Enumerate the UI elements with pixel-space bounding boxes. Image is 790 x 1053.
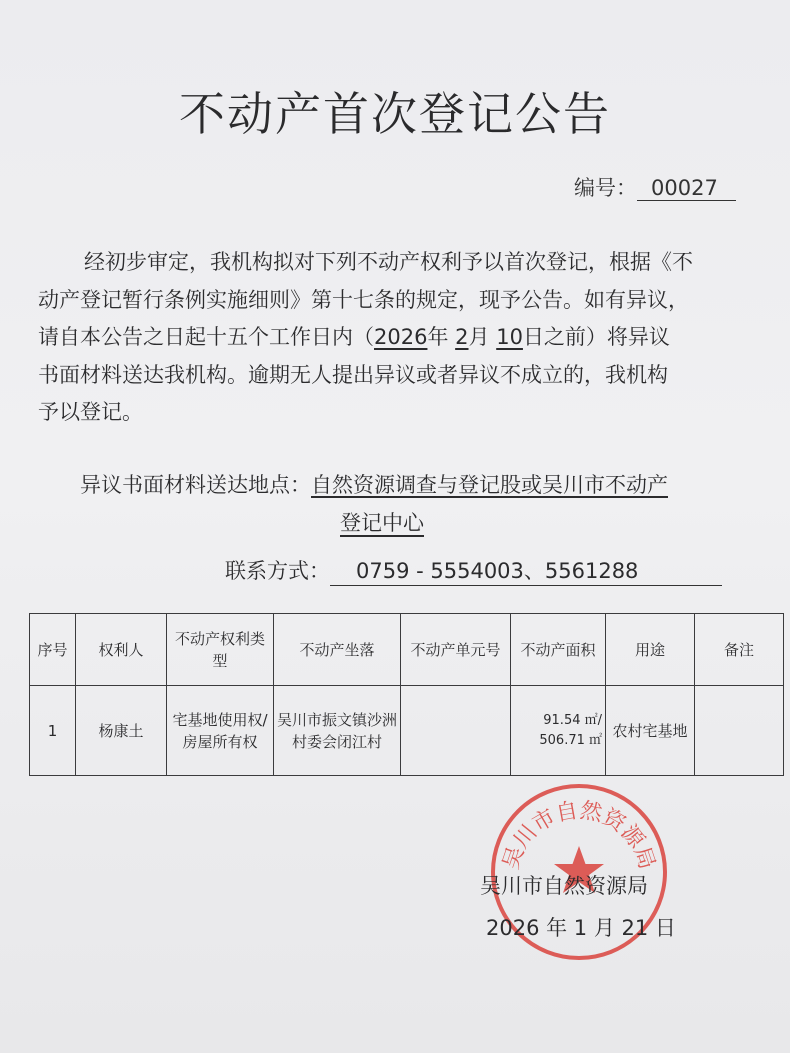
serial-label: 编号： [574, 176, 637, 200]
deadline-day: 10 [496, 325, 523, 349]
column-header: 不动产单元号 [401, 614, 511, 686]
column-header: 权利人 [76, 614, 167, 686]
serial-value: 00027 [637, 176, 736, 201]
contact-label: 联系方式： [225, 559, 330, 583]
column-header: 不动产面积 [511, 614, 606, 686]
table-row [30, 686, 784, 776]
contact-value: 0759 - 5554003、5561288 [330, 555, 722, 586]
column-header: 用途 [606, 614, 695, 686]
cell-holder: 杨康土 [76, 686, 167, 776]
cell-unit-no [401, 686, 511, 776]
body-line: 书面材料送达我机构。逾期无人提出异议或者异议不成立的，我机构 [38, 362, 668, 387]
cell-right-type: 宅基地使用权/房屋所有权 [167, 686, 274, 776]
seal-text: 吴川市自然资源局 [498, 798, 660, 873]
issuer-name: 吴川市自然资源局 [480, 874, 648, 898]
body-text: 请自本公告之日起十五个工作日内（ [38, 325, 374, 349]
registration-table [29, 613, 784, 776]
deadline-year: 2026 [374, 325, 428, 349]
cell-area [511, 686, 606, 776]
address-value: 自然资源调查与登记股或吴川市不动产 [311, 473, 668, 497]
contact-info [225, 555, 722, 586]
body-line: 动产登记暂行条例实施细则》第十七条的规定，现予公告。如有异议， [38, 287, 689, 312]
cell-location: 吴川市振文镇沙洲村委会闭江村 [274, 686, 401, 776]
column-header: 序号 [30, 614, 76, 686]
cell-usage: 农村宅基地 [606, 686, 695, 776]
objection-address [80, 465, 740, 505]
cell-remark [695, 686, 784, 776]
deadline-month: 2 [455, 325, 469, 349]
serial-number [574, 172, 736, 202]
area-value: 91.54 ㎡/ [543, 712, 602, 728]
column-header: 备注 [695, 614, 784, 686]
cell-index: 1 [30, 686, 76, 776]
column-header: 不动产坐落 [274, 614, 401, 686]
address-value-continued: 登记中心 [340, 511, 424, 535]
address-label: 异议书面材料送达地点： [80, 473, 311, 497]
column-header: 不动产权利类型 [167, 614, 274, 686]
area-value: 506.71 ㎡ [539, 732, 602, 748]
issue-date: 2026 年 1 月 21 日 [486, 916, 676, 940]
body-text: 日之前）将异议 [522, 325, 670, 349]
body-text: 年 [427, 325, 449, 349]
body-line: 经初步审定，我机构拟对下列不动产权利予以首次登记，根据《不 [84, 250, 693, 274]
body-text: 月 [468, 325, 490, 349]
body-line: 予以登记。 [38, 400, 143, 424]
body-line [38, 319, 738, 357]
table-header-row [30, 614, 784, 686]
notice-body [38, 244, 738, 432]
page-title: 不动产首次登记公告 [179, 87, 611, 141]
